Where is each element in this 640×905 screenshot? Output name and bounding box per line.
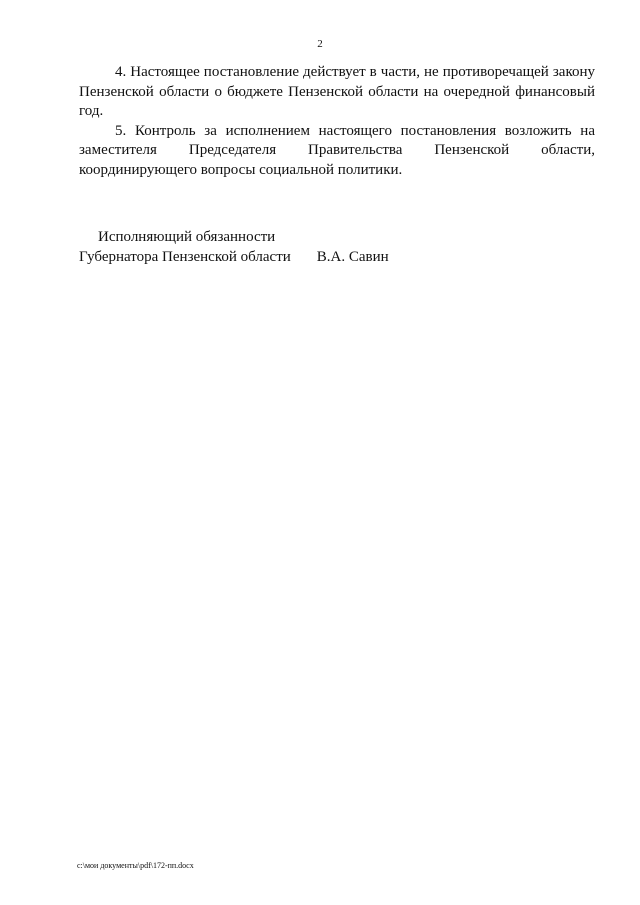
signatory-position-line2: Губернатора Пензенской области (79, 248, 291, 265)
signatory-position-line1: Исполняющий обязанности (98, 229, 276, 245)
signatory-name: В.А. Савин (316, 248, 389, 265)
signature-block (79, 228, 479, 267)
document-body (79, 63, 595, 180)
page-number: 2 (317, 38, 323, 50)
signatory-position-line2-row (79, 248, 479, 268)
paragraph-5: 5. Контроль за исполнением настоящего постановления возложить на заместителя Председателя Правительства Пензенской области, координирующего вопросы социальной политики. (79, 122, 595, 178)
footer-file-path: c:\мои документы\pdf\172-пп.docx (77, 861, 194, 870)
paragraph-4: 4. Настоящее постановление действует в части, не противоречащей закону Пензенской области о бюджете Пензенской области на очередной финансовый год. (79, 64, 595, 119)
